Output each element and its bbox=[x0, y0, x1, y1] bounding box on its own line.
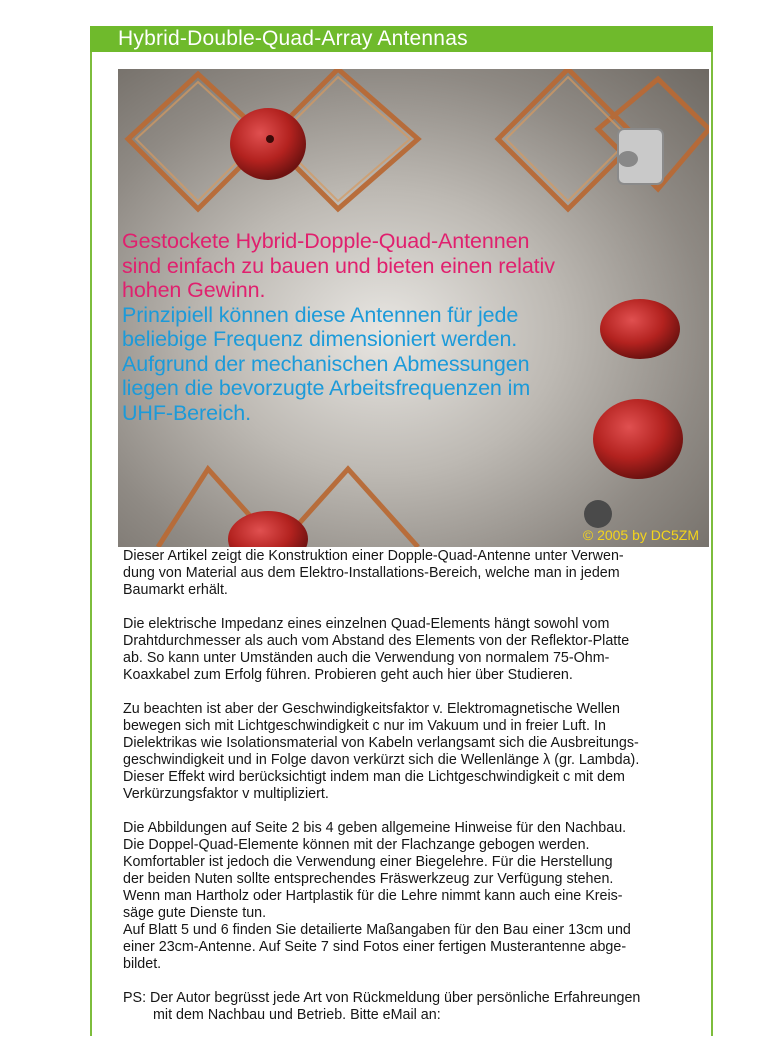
photo-copyright: © 2005 by DC5ZM bbox=[582, 527, 699, 543]
article-paragraph: Zu beachten ist aber der Geschwindigkeitsfaktor v. Elektromagnetische Wellen bewegen sich mit Lichtgeschwindigkeit c nur im Vakuum und in freier Luft. In Dielektrikas wie Isolationsmaterial von Kabeln verlangsamt sich die Ausbreitungs- geschwindigkeit und in Folge davon verkürzt sich die Wellenlänge λ (gr. Lambda). Dieser Effekt wird berücksichtigt indem man die Lichtgeschwindigkeit c mit dem Verkürzungsfaktor v multipliziert. bbox=[123, 701, 640, 802]
postscript: PS: Der Autor begrüsst jede Art von Rückmeldung über persönliche Erfahreungen mit dem Nachbau und Betrieb. Bitte eMail an: bbox=[123, 990, 641, 1023]
article-paragraph: Auf Blatt 5 und 6 finden Sie detailierte Maßangaben für den Bau einer 13cm und einer 23cm-Antenne. Auf Seite 7 sind Fotos einer fertigen Musterantenne abge- bildet. bbox=[123, 922, 631, 972]
article-body bbox=[123, 548, 701, 1041]
article-paragraph: Die elektrische Impedanz eines einzelnen Quad-Elements hängt sowohl vom Drahtdurchmesser als auch vom Abstand des Elements von der Reflektor-Platte ab. So kann unter Umständen auch die Verwendung von normalem 75-Ohm- Koaxkabel zum Erfolg führen. Probieren geht auch hier über Studieren. bbox=[123, 616, 630, 683]
headline-blue-line: Aufgrund der mechanischen Abmessungen bbox=[122, 351, 530, 376]
article-paragraph: Dieser Artikel zeigt die Konstruktion einer Dopple-Quad-Antenne unter Verwen- dung von Material aus dem Elektro-Installations-Bereich, welche man in jedem Baumarkt erhält. bbox=[123, 548, 624, 598]
headline-pink-line: hohen Gewinn. bbox=[122, 278, 266, 302]
photo-headline bbox=[122, 229, 702, 425]
article-paragraph: Die Abbildungen auf Seite 2 bis 4 geben allgemeine Hinweise für den Nachbau. Die Doppel-Quad-Elemente können mit der Flachzange gebogen werden. Komfortabler ist jedoch die Verwendung einer Biegelehre. Für die Herstellung der beiden Nuten sollte entsprechendes Fräswerkzeug zur Verfügung stehen. Wenn man Hartholz oder Hartplastik für die Lehre nimmt kann auch eine Kreis- säge gute Dienste tun. bbox=[123, 820, 627, 921]
headline-blue-line: beliebige Frequenz dimensioniert werden. bbox=[122, 327, 518, 351]
headline-pink-line: sind einfach zu bauen und bieten einen relativ bbox=[122, 253, 555, 278]
headline-blue-line: Prinzipiell können diese Antennen für jede bbox=[122, 302, 519, 327]
headline-blue-line: UHF-Bereich. bbox=[122, 400, 252, 425]
antenna-photo bbox=[118, 69, 709, 547]
page-title: Hybrid-Double-Quad-Array Antennas bbox=[90, 26, 713, 52]
headline-pink-line: Gestockete Hybrid-Dopple-Quad-Antennen bbox=[122, 229, 530, 253]
headline-blue-line: liegen die bevorzugte Arbeitsfrequenzen im bbox=[122, 376, 531, 400]
